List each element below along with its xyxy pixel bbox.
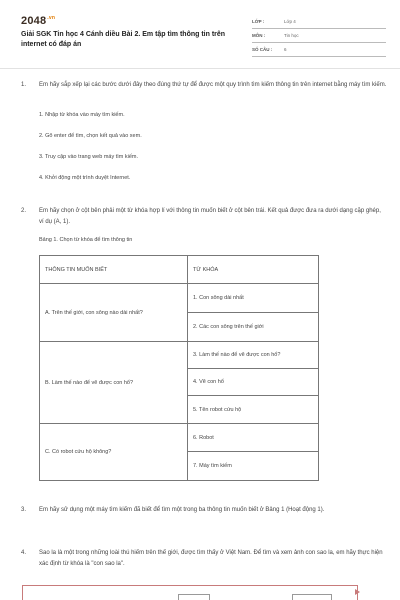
illustration-box xyxy=(292,594,332,600)
header-divider xyxy=(0,68,400,69)
q1-option-4: 4. Khởi động một trình duyệt Internet. xyxy=(39,175,131,181)
meta-row-count xyxy=(252,43,386,57)
keyword-3: 3. Làm thế nào để vẽ được con hổ? xyxy=(193,352,281,358)
table-header-keyword: TỪ KHÓA xyxy=(193,266,219,273)
keyword-6: 6. Robot xyxy=(193,434,214,441)
question-number: 4. xyxy=(21,550,27,556)
table-row-c: C. Có robot cứu hộ không? xyxy=(45,449,112,455)
question-number: 1. xyxy=(21,82,27,88)
document-title: Giải SGK Tin học 4 Cánh diều Bài 2. Em tập tìm thông tin trên internet có đáp án xyxy=(21,31,226,48)
question-text: Em hãy sử dụng một máy tìm kiếm đã biết để tìm một trong ba thông tin muốn biết ở Bảng 1 (Hoạt động 1). xyxy=(39,507,325,513)
meta-value: Lớp 4 xyxy=(284,19,296,24)
meta-value: 6 xyxy=(284,47,287,52)
meta-box xyxy=(252,15,386,57)
meta-row-grade xyxy=(252,15,386,29)
keyword-4: 4. Vẽ con hổ xyxy=(193,379,224,385)
meta-label: SỐ CÂU : xyxy=(252,47,273,52)
meta-row-subject xyxy=(252,29,386,43)
q1-option-1: 1. Nhập từ khóa vào máy tìm kiếm. xyxy=(39,112,125,118)
illustration-box xyxy=(178,594,210,600)
question-text: Sao la là một trong những loài thú hiếm trên thế giới, được tìm thấy ở Việt Nam. Để tìm và xem ảnh con sao la, em hãy thực hiện xác định từ khóa là "con sao la". xyxy=(39,550,383,567)
logo-suffix: .vn xyxy=(47,15,56,22)
logo-text: 2048 xyxy=(21,15,47,27)
keyword-7: 7. Máy tìm kiếm xyxy=(193,463,232,469)
keyword-1: 1. Con sông dài nhất xyxy=(193,295,244,301)
meta-label: LỚP : xyxy=(252,19,265,24)
table-row-a: A. Trên thế giới, con sông nào dài nhất? xyxy=(45,309,143,316)
question-text: Em hãy chọn ở cột bên phải một từ khóa hợp lí với thông tin muốn biết ở cột bên trái. Kết quả được đưa ra dưới dạng cặp ghép, ví dụ (A, 1). xyxy=(39,208,381,225)
keyword-table xyxy=(39,255,319,481)
site-logo[interactable] xyxy=(21,15,55,27)
header xyxy=(0,0,400,64)
table-header-info: THÔNG TIN MUỐN BIẾT xyxy=(45,266,108,273)
keyword-5: 5. Tên robot cứu hộ xyxy=(193,406,242,413)
q1-option-2: 2. Gõ enter để tìm, chọn kết quả vào xem. xyxy=(39,133,142,139)
question-text: Em hãy sắp xếp lại các bước dưới đây theo đúng thứ tự để được một quy trình tìm kiếm thông tin trên internet bằng máy tìm kiếm. xyxy=(39,82,387,88)
table-row-b: B. Làm thế nào để vẽ được con hổ? xyxy=(45,379,134,386)
q1-option-3: 3. Truy cập vào trang web máy tìm kiếm. xyxy=(39,154,139,160)
question-number: 2. xyxy=(21,208,27,214)
arrow-right-icon xyxy=(355,589,360,595)
keyword-2: 2. Các con sông trên thế giới xyxy=(193,324,264,330)
question-number: 3. xyxy=(21,507,27,513)
meta-label: MÔN : xyxy=(252,33,266,38)
table-caption: Bảng 1. Chọn từ khóa để tìm thông tin xyxy=(39,237,133,243)
meta-value: Tin học xyxy=(284,33,299,38)
